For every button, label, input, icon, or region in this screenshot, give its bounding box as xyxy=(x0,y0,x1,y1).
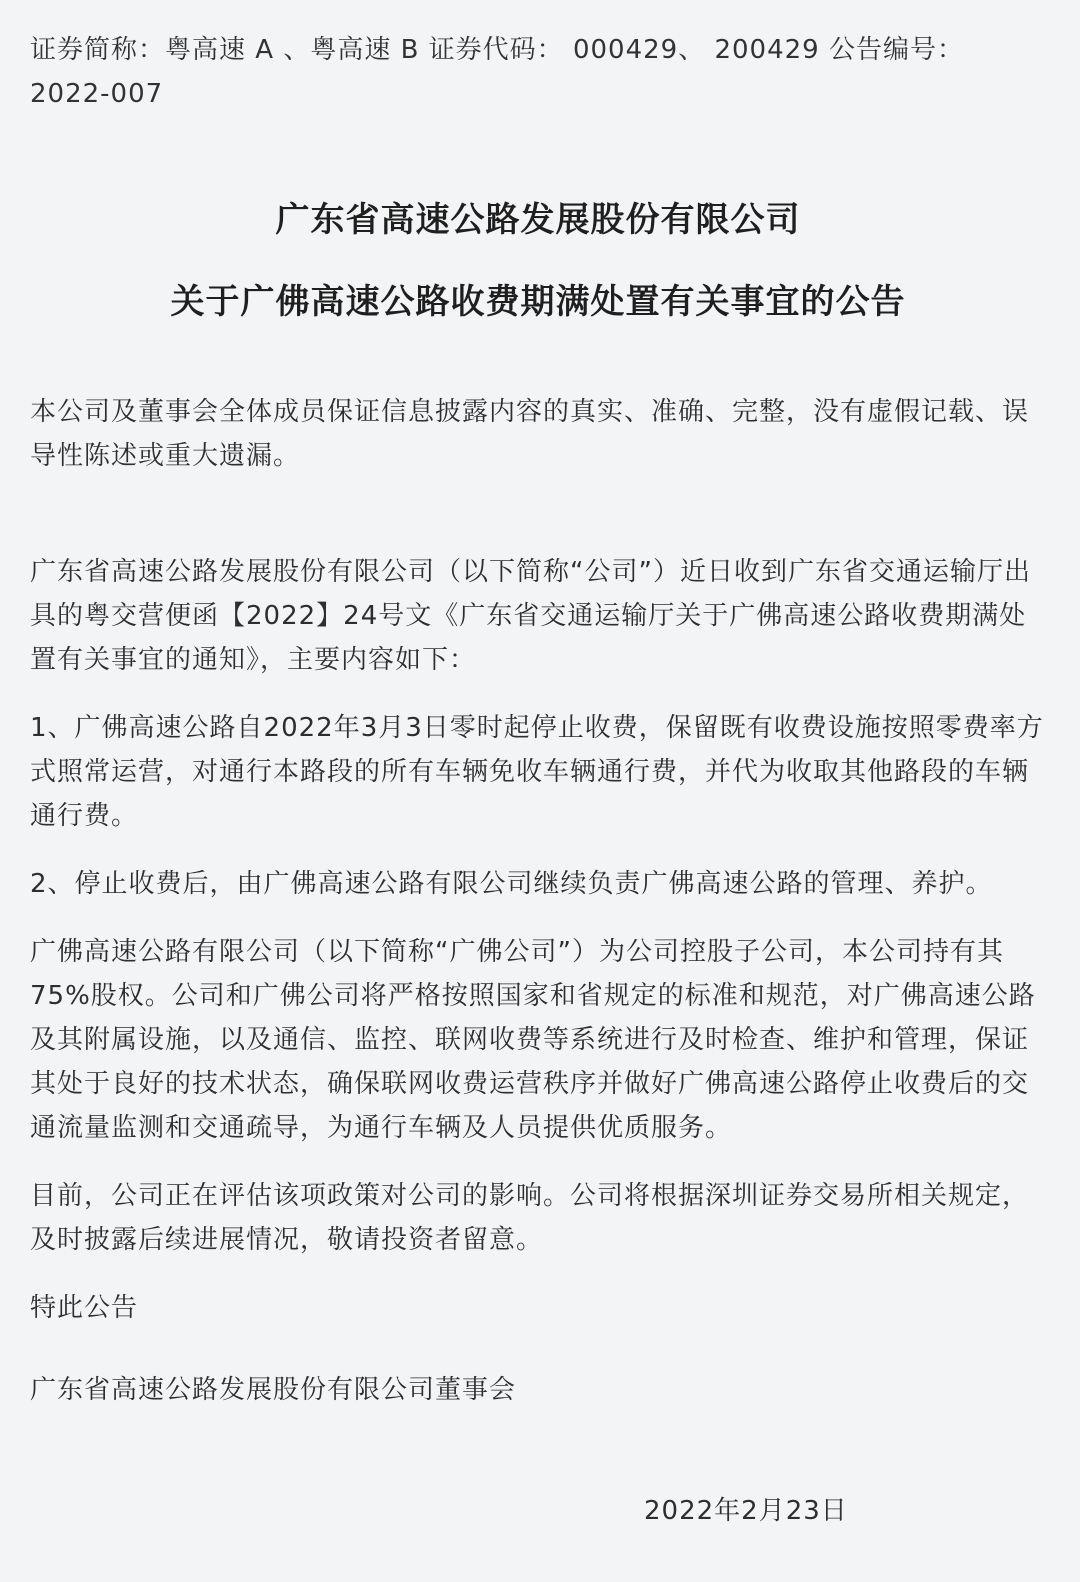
announcement-title: 关于广佛高速公路收费期满处置有关事宜的公告 xyxy=(170,282,906,322)
announcement-body xyxy=(30,390,1046,1412)
board-statement: 本公司及董事会全体成员保证信息披露内容的真实、准确、完整，没有虚假记载、误导性陈述或重大遗漏。 xyxy=(30,397,1030,471)
closing-notice: 特此公告 xyxy=(30,1293,139,1323)
announcement-number: 2022-007 xyxy=(30,79,164,109)
current-status-paragraph: 目前，公司正在评估该项政策对公司的影响。公司将根据深圳证券交易所相关规定，及时披露后续进展情况，敬请投资者留意。 xyxy=(30,1181,1030,1255)
document-header xyxy=(30,28,1046,116)
announcement-date: 2022年2月23日 xyxy=(644,1496,848,1526)
intro-paragraph: 广东省高速公路发展股份有限公司（以下简称“公司”）近日收到广东省交通运输厅出具的粤交营便函【2022】24号文《广东省交通运输厅关于广佛高速公路收费期满处置有关事宜的通知》，主要内容如下： xyxy=(30,557,1031,675)
item-2-paragraph: 2、停止收费后，由广佛高速公路有限公司继续负责广佛高速公路的管理、养护。 xyxy=(30,869,993,899)
company-title: 广东省高速公路发展股份有限公司 xyxy=(275,200,801,240)
item-1-paragraph: 1、广佛高速公路自2022年3月3日零时起停止收费，保留既有收费设施按照零费率方式照常运营，对通行本路段的所有车辆免收车辆通行费，并代为收取其他路段的车辆通行费。 xyxy=(30,713,1044,831)
signatory: 广东省高速公路发展股份有限公司董事会 xyxy=(30,1375,517,1405)
securities-info-line: 证券简称：粤高速 A 、粤高速 B 证券代码： 000429、 200429 公告编号： xyxy=(30,35,964,65)
title-block xyxy=(30,198,1046,324)
subsidiary-paragraph: 广佛高速公路有限公司（以下简称“广佛公司”）为公司控股子公司，本公司持有其75%股权。公司和广佛公司将严格按照国家和省规定的标准和规范，对广佛高速公路及其附属设施，以及通信、监控、联网收费等系统进行及时检查、维护和管理，保证其处于良好的技术状态，确保联网收费运营秩序并做好广佛高速公路停止收费后的交通流量监测和交通疏导，为通行车辆及人员提供优质服务。 xyxy=(30,937,1036,1143)
